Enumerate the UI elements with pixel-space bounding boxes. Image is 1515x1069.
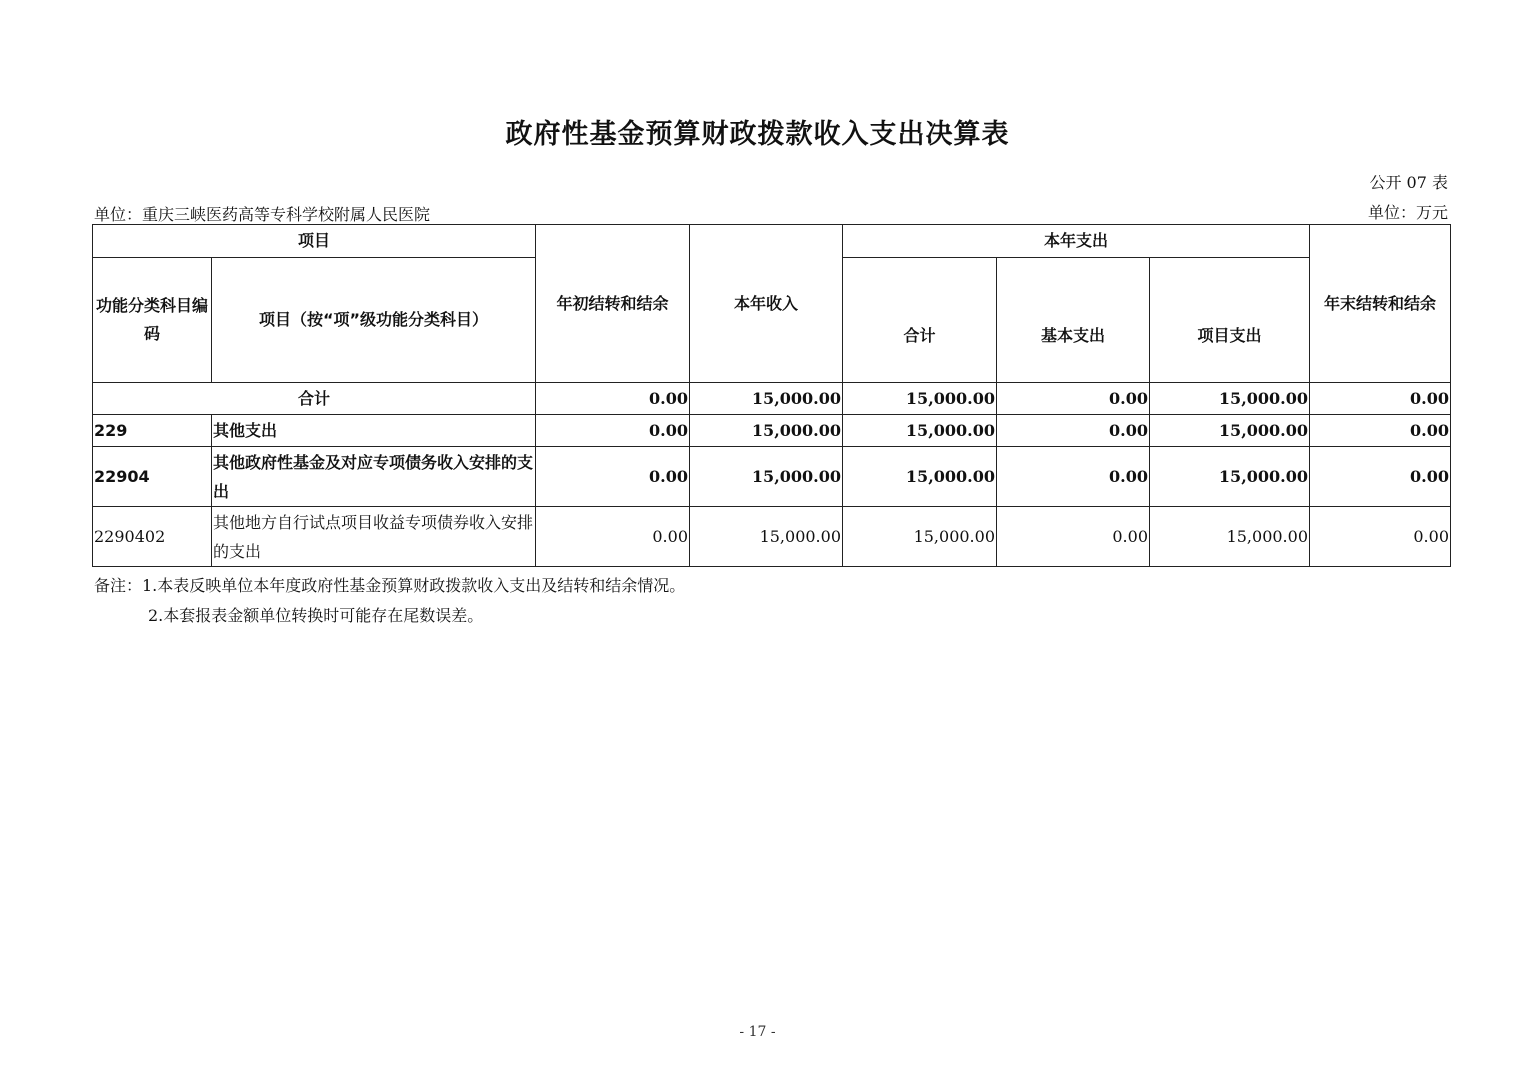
header-expense-total: 合计	[843, 258, 997, 383]
unit-organization: 单位：重庆三峡医药高等专科学校附属人民医院	[94, 205, 431, 224]
row-expense-total: 15,000.00	[843, 507, 997, 567]
total-label: 合计	[93, 383, 536, 415]
unit-currency: 单位：万元	[1367, 203, 1448, 222]
form-number: 公开 07 表	[1369, 173, 1448, 192]
table-row	[93, 507, 1451, 567]
total-opening: 0.00	[536, 383, 690, 415]
row-closing: 0.00	[1310, 415, 1451, 447]
header-closing-balance: 年末结转和结余	[1310, 225, 1451, 383]
row-code: 229	[93, 415, 212, 447]
header-item: 项目	[93, 225, 536, 258]
row-opening: 0.00	[536, 415, 690, 447]
table-row	[93, 415, 1451, 447]
total-project: 15,000.00	[1150, 383, 1310, 415]
header-item-name: 项目（按“项”级功能分类科目）	[212, 258, 536, 383]
header-basic-expense: 基本支出	[997, 258, 1150, 383]
total-row	[93, 383, 1451, 415]
total-closing: 0.00	[1310, 383, 1451, 415]
budget-table	[92, 224, 1451, 567]
row-project: 15,000.00	[1150, 507, 1310, 567]
row-name: 其他政府性基金及对应专项债务收入安排的支出	[212, 447, 536, 507]
row-basic: 0.00	[997, 415, 1150, 447]
total-income: 15,000.00	[690, 383, 843, 415]
row-closing: 0.00	[1310, 447, 1451, 507]
total-expense: 15,000.00	[843, 383, 997, 415]
note-1: 备注：1.本表反映单位本年度政府性基金预算财政拨款收入支出及结转和结余情况。	[94, 576, 686, 595]
row-code: 22904	[93, 447, 212, 507]
row-project: 15,000.00	[1150, 415, 1310, 447]
report-title: 政府性基金预算财政拨款收入支出决算表	[505, 119, 1010, 150]
row-name: 其他支出	[212, 415, 536, 447]
row-basic: 0.00	[997, 507, 1150, 567]
row-code: 2290402	[93, 507, 212, 567]
row-name: 其他地方自行试点项目收益专项债券收入安排的支出	[212, 507, 536, 567]
row-expense-total: 15,000.00	[843, 447, 997, 507]
table-row	[93, 447, 1451, 507]
page-number: - 17 -	[739, 1024, 776, 1040]
header-project-expense: 项目支出	[1150, 258, 1310, 383]
row-income: 15,000.00	[690, 507, 843, 567]
header-opening-balance: 年初结转和结余	[536, 225, 690, 383]
header-annual-income: 本年收入	[690, 225, 843, 383]
row-income: 15,000.00	[690, 447, 843, 507]
total-basic: 0.00	[997, 383, 1150, 415]
row-opening: 0.00	[536, 447, 690, 507]
header-annual-expense: 本年支出	[843, 225, 1310, 258]
row-expense-total: 15,000.00	[843, 415, 997, 447]
header-function-code: 功能分类科目编码	[93, 258, 212, 383]
row-basic: 0.00	[997, 447, 1150, 507]
note-2: 2.本套报表金额单位转换时可能存在尾数误差。	[148, 606, 484, 625]
row-closing: 0.00	[1310, 507, 1451, 567]
header-row-1	[93, 225, 1451, 258]
row-income: 15,000.00	[690, 415, 843, 447]
row-opening: 0.00	[536, 507, 690, 567]
row-project: 15,000.00	[1150, 447, 1310, 507]
